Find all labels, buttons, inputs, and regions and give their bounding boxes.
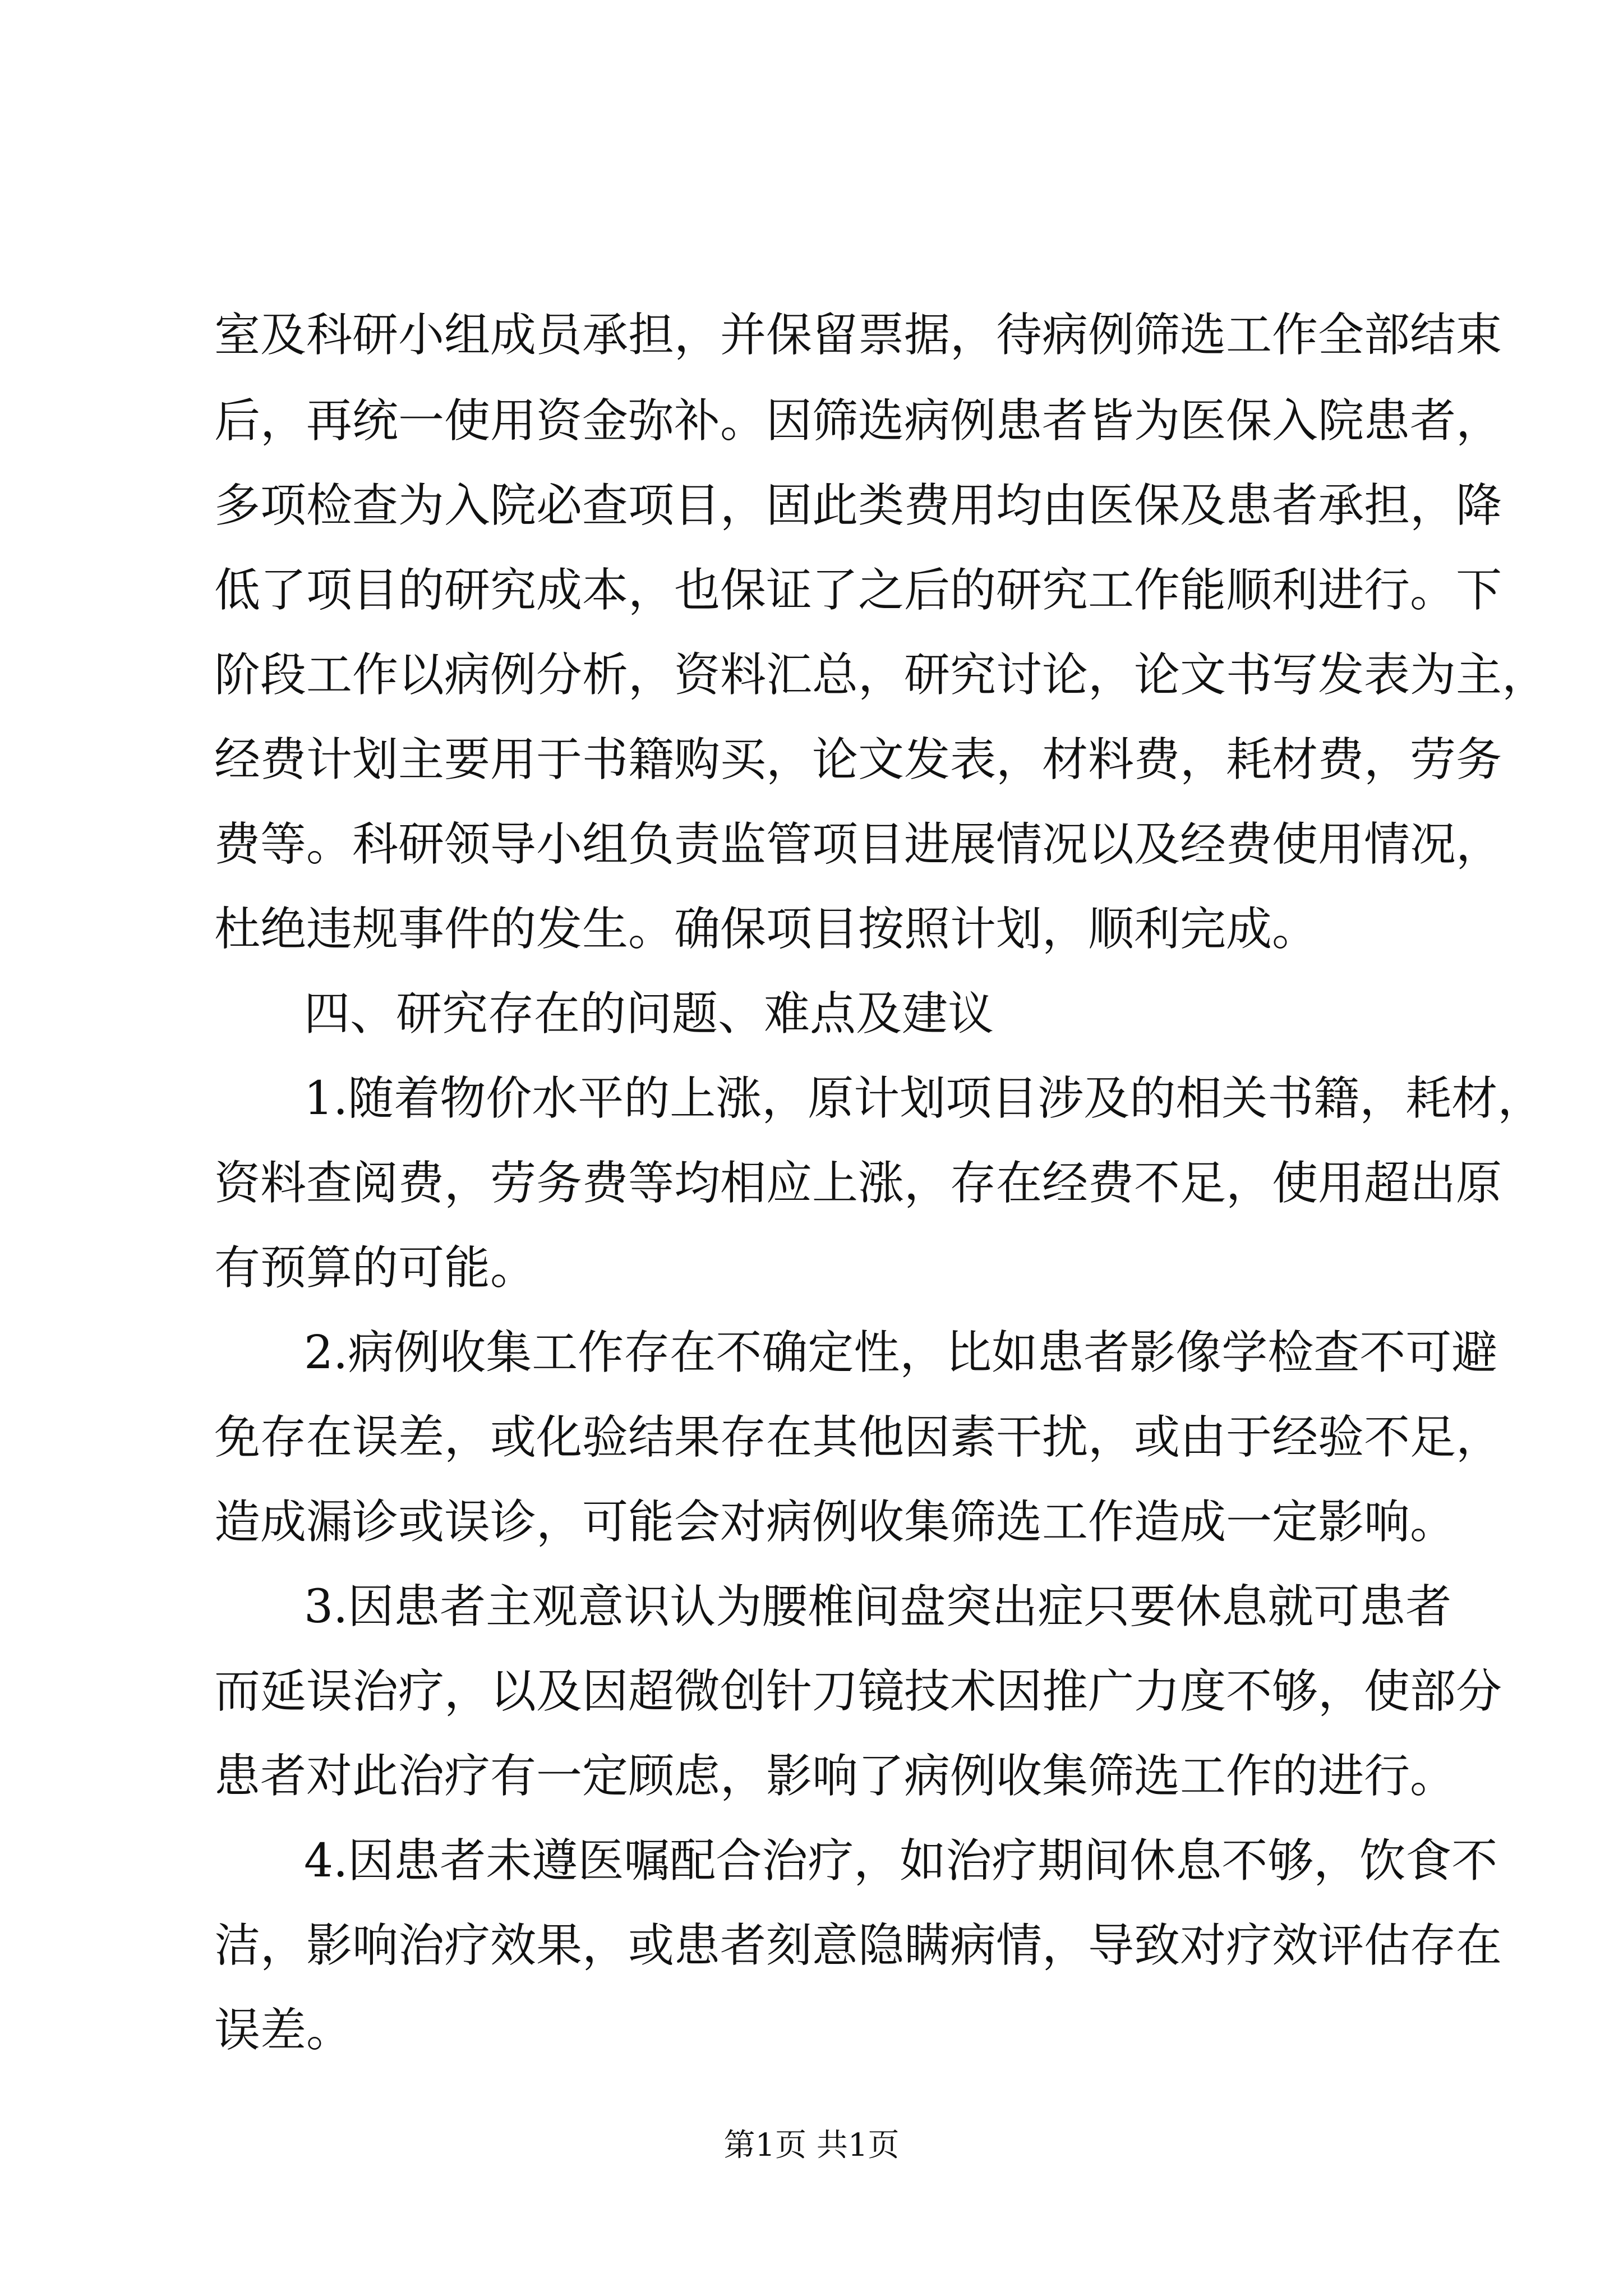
text-line-12: 有预算的可能。: [214, 1241, 537, 1295]
section-heading: 四、研究存在的问题、难点及建议: [304, 987, 994, 1041]
text-line-3: 多项检查为入院必查项目，固此类费用均由医保及患者承担，降: [214, 479, 1502, 532]
text-line-5: 阶段工作以病例分析，资料汇总，研究讨论，论文书写发表为主，: [214, 648, 1548, 702]
text-line-20: 洁，影响治疗效果，或患者刻意隐瞒病情，导致对疗效评估存在: [214, 1919, 1502, 1972]
text-line-21: 误差。: [214, 2004, 353, 2057]
text-line-8: 杜绝违规事件的发生。确保项目按照计划，顺利完成。: [214, 903, 1318, 956]
text-line-16: 3.因患者主观意识认为腰椎间盘突出症只要休息就可患者: [304, 1580, 1452, 1634]
text-line-10: 1.随着物价水平的上涨，原计划项目涉及的相关书籍，耗材，: [304, 1072, 1544, 1125]
text-line-13: 2.病例收集工作存在不确定性，比如患者影像学检查不可避: [304, 1326, 1498, 1379]
text-line-7: 费等。科研领导小组负责监管项目进展情况以及经费使用情况，: [214, 818, 1502, 871]
page-footer: 第1页 共1页: [723, 2127, 900, 2164]
text-line-17: 而延误治疗，以及因超微创针刀镜技术因推广力度不够，使部分: [214, 1665, 1502, 1718]
text-line-18: 患者对此治疗有一定顾虑，影响了病例收集筛选工作的进行。: [214, 1750, 1456, 1803]
text-line-4: 低了项目的研究成本，也保证了之后的研究工作能顺利进行。下: [214, 564, 1502, 617]
text-line-6: 经费计划主要用于书籍购买，论文发表，材料费，耗材费，劳务: [214, 733, 1502, 786]
text-line-15: 造成漏诊或误诊，可能会对病例收集筛选工作造成一定影响。: [214, 1496, 1456, 1549]
text-line-2: 后，再统一使用资金弥补。因筛选病例患者皆为医保入院患者，: [214, 394, 1502, 448]
text-line-19: 4.因患者未遵医嘱配合治疗，如治疗期间休息不够，饮食不: [304, 1834, 1498, 1888]
text-line-1: 室及科研小组成员承担，并保留票据，待病例筛选工作全部结束: [214, 309, 1502, 362]
text-line-11: 资料查阅费，劳务费等均相应上涨，存在经费不足，使用超出原: [214, 1157, 1502, 1210]
text-line-14: 免存在误差，或化验结果存在其他因素干扰，或由于经验不足，: [214, 1411, 1502, 1464]
